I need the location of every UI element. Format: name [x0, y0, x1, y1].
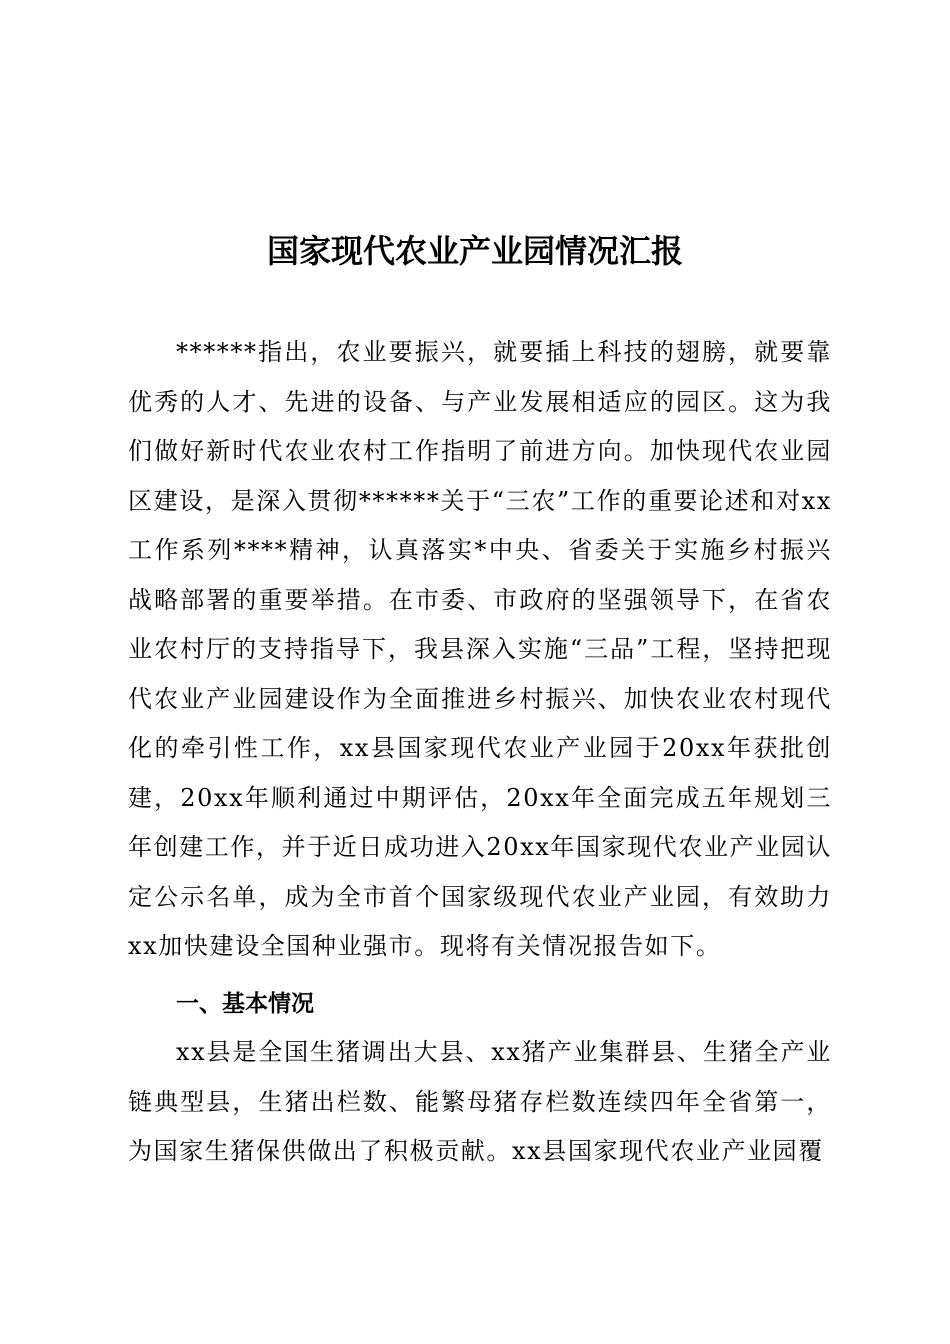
- section-paragraph-basic-info: xx县是全国生猪调出大县、xx猪产业集群县、生猪全产业链典型县，生猪出栏数、能繁母猪存栏数连续四年全省第一，为国家生猪保供做出了积极贡献。xx县国家现代农业产业园覆: [128, 1038, 832, 1165]
- document-title: 国家现代农业产业园情况汇报: [266, 232, 683, 270]
- intro-paragraph: ******指出，农业要振兴，就要插上科技的翅膀，就要靠优秀的人才、先进的设备、与产业发展相适应的园区。这为我们做好新时代农业农村工作指明了前进方向。加快现代农业园区建设，是深入贯彻******关于“三农”工作的重要论述和对xx工作系列****精神，认真落实*中央、省委关于实施乡村振兴战略部署的重要举措。在市委、市政府的坚强领导下，在省农业农村厅的支持指导下，我县深入实施“三品”工程，坚持把现代农业产业园建设作为全面推进乡村振兴、加快农业农村现代化的牵引性工作，xx县国家现代农业产业园于20xx年获批创建，20xx年顺利通过中期评估，20xx年全面完成五年规划三年创建工作，并于近日成功进入20xx年国家现代农业产业园认定公示名单，成为全市首个国家级现代农业产业园，有效助力xx加快建设全国种业强市。现将有关情况报告如下。: [128, 338, 833, 960]
- section-heading-basic-info: 一、基本情况: [176, 991, 314, 1017]
